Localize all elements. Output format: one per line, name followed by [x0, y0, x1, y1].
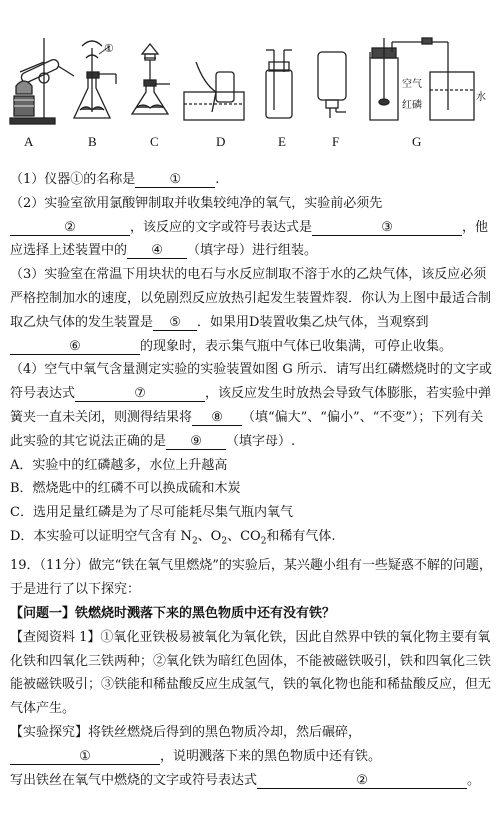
apparatus-c	[132, 44, 170, 114]
label-a: A	[24, 134, 34, 149]
option-b: B．燃烧匙中的红磷不可以换成硫和木炭	[10, 481, 241, 497]
label-d: D	[216, 134, 226, 149]
question-text	[10, 168, 496, 792]
apparatus-e	[266, 50, 292, 118]
label-c: C	[150, 134, 159, 149]
experiment: 【实验探究】将铁丝燃烧后得到的黑色物质冷却，然后碾碎，① ，说明溅落下来的黑色物质中还有铁。	[10, 724, 382, 764]
blank-19-1[interactable]: ①	[10, 749, 160, 765]
label-f: F	[332, 134, 340, 149]
water-label: 水	[476, 92, 486, 103]
question-3: （3）实验室在常温下用块状的电石与水反应制取不溶于水的乙炔气体，该反应必须严格控制加水的速度，以免剧烈反应放热引起发生装置炸裂．你认为上图中最适合制取乙炔气体的发生装置是 ⑤ ．如果用D装置收集乙炔气体，当观察到⑥ 的现象时，表示集气瓶中气体已收集满，可停止收集。	[10, 267, 492, 354]
apparatus-g	[370, 38, 474, 120]
question-19-intro: 19．（11分）做完“铁在氧气里燃烧”的实验后，某兴趣小组有一些疑惑不解的问题，于是进行了以下探究：	[10, 558, 492, 598]
blank-7[interactable]: ⑦	[75, 386, 205, 402]
label-b: B	[88, 134, 97, 149]
equation: 写出铁丝在氧气中燃烧的文字或符号表达式 ② 。	[10, 772, 481, 788]
blank-19-2[interactable]: ②	[257, 773, 467, 789]
option-c: C．选用足量红磷是为了尽可能耗尽集气瓶内氧气	[10, 505, 293, 521]
air-label: 空气	[402, 79, 422, 90]
question-4: （4）空气中氧气含量测定实验的实验装置如图 G 所示．请写出红磷燃烧时的文字或符号表达式 ⑦ ，该反应发生时放热会导致气体膨胀，若实验中弹簧夹一直未关闭，则测得结果将 ⑧ （填“偏大”、“偏小”、“不变”）；下列有关此实验的其它说法正确的是 ⑨ （填字母）.	[10, 362, 492, 449]
blank-1[interactable]: ①	[135, 172, 215, 188]
label-g: G	[412, 134, 422, 149]
blank-8[interactable]: ⑧	[192, 410, 242, 426]
label-e: E	[278, 134, 286, 149]
reference-1: 【查阅资料 1】①氧化亚铁极易被氧化为氧化铁，因此自然界中铁的氧化物主要有氧化铁和四氧化三铁两种；②氧化铁为暗红色固体，不能被磁铁吸引，铁和四氧化三铁能被磁铁吸引；③铁能和稀盐酸反应生成氢气，铁的氧化物也能和稀盐酸反应，但无气体产生。	[10, 629, 492, 717]
blank-2[interactable]: ②	[10, 220, 130, 236]
option-d: D．本实验可以证明空气含有 $N_2$、$O_2$、$CO_2$和稀有气体.	[10, 528, 336, 547]
blank-6[interactable]: ⑥	[10, 339, 140, 355]
apparatus-figure	[0, 0, 503, 160]
question-1: （1）仪器①的名称是 ① .	[10, 172, 220, 187]
apparatus-a	[10, 38, 74, 124]
apparatus-f	[318, 52, 346, 118]
question-2: （2）实验室欲用氯酸钾制取并收集较纯净的氧气，实验前必须先② ，该反应的文字或符号表达式是 ③ ，他应选择上述装置中的 ④ （填字母）进行组装。	[10, 195, 489, 259]
apparatus-d	[184, 62, 244, 120]
blank-4[interactable]: ④	[127, 243, 187, 259]
problem-1: 【问题一】铁燃烧时溅落下来的黑色物质中还有没有铁？	[10, 605, 336, 621]
blank-9[interactable]: ⑨	[166, 434, 226, 450]
blank-5[interactable]: ⑤	[153, 315, 197, 331]
phosphorus-label: 红磷	[402, 100, 422, 111]
instrument-1-marker: ①	[104, 42, 114, 55]
option-a: A．实验中的红磷越多，水位上升越高	[10, 457, 228, 473]
blank-3[interactable]: ③	[312, 220, 462, 236]
